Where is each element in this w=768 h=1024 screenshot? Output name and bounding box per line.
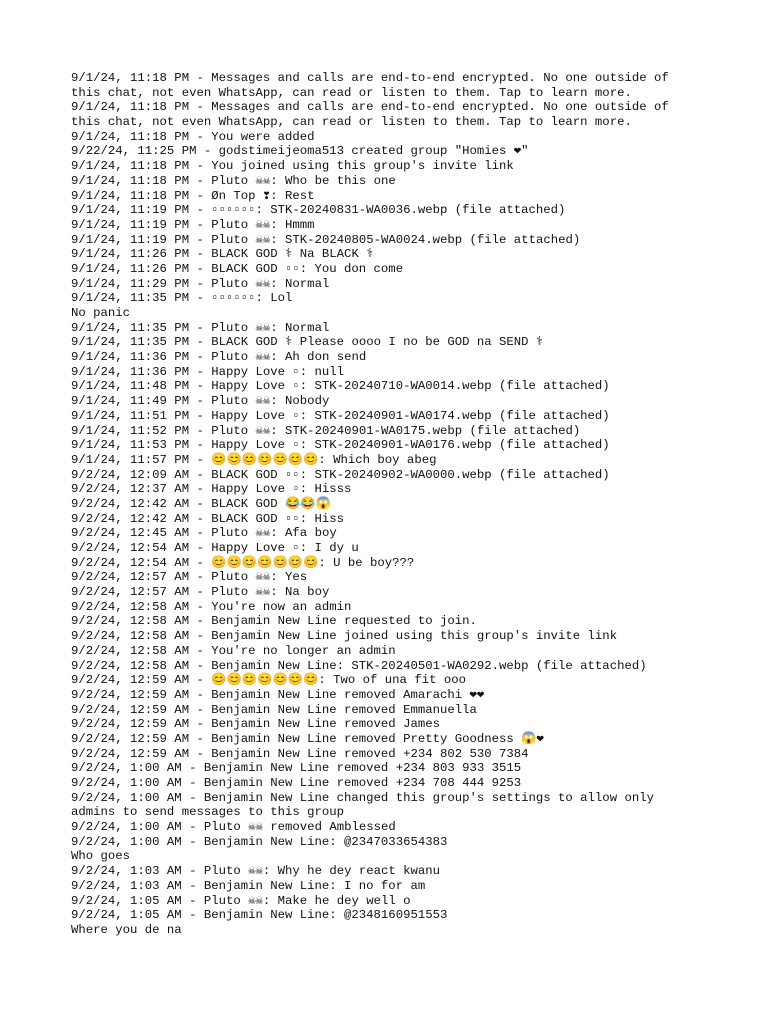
chat-line-44: 9/2/24, 12:59 AM - Benjamin New Line removed Emmanuella <box>71 702 477 717</box>
chat-line-48: 9/2/24, 1:00 AM - Benjamin New Line removed +234 803 933 3515 <box>71 761 522 776</box>
chat-line-33: 9/2/24, 12:54 AM - Happy Love ▫: I dy u <box>71 541 359 555</box>
chat-line-50: 9/2/24, 1:00 AM - Benjamin New Line changed this group's settings to allow only <box>71 790 654 805</box>
chat-line-51: admins to send messages to this group <box>71 805 345 820</box>
chat-line-25: 9/1/24, 11:52 PM - Pluto ☠☠: STK-20240901-WA0175.webp (file attached) <box>71 423 581 438</box>
chat-line-20: 9/1/24, 11:36 PM - Pluto ☠☠: Ah don send <box>71 350 367 365</box>
chat-line-36: 9/2/24, 12:57 AM - Pluto ☠☠: Na boy <box>71 585 330 600</box>
chat-line-46: 9/2/24, 12:59 AM - Benjamin New Line removed Pretty Goodness 😱❤ <box>71 731 544 746</box>
chat-line-43: 9/2/24, 12:59 AM - Benjamin New Line removed Amarachi ❤❤ <box>71 687 485 702</box>
chat-line-1: 9/1/24, 11:18 PM - Messages and calls are end-to-end encrypted. No one outside of <box>71 71 669 85</box>
chat-line-8: 9/1/24, 11:18 PM - Pluto ☠☠: Who be this one <box>71 173 396 188</box>
chat-line-9: 9/1/24, 11:18 PM - Øn Top ❣: Rest <box>71 188 315 203</box>
chat-line-47: 9/2/24, 12:59 AM - Benjamin New Line removed +234 802 530 7384 <box>71 746 529 761</box>
chat-line-34: 9/2/24, 12:54 AM - 😊😊😊😊😊😊😊: U be boy??? <box>71 555 415 570</box>
chat-line-3: 9/1/24, 11:18 PM - Messages and calls are end-to-end encrypted. No one outside of <box>71 100 669 115</box>
chat-line-14: 9/1/24, 11:26 PM - BLACK GOD ▫▫: You don come <box>71 261 404 276</box>
chat-line-40: 9/2/24, 12:58 AM - You're no longer an admin <box>71 643 396 658</box>
chat-line-41: 9/2/24, 12:58 AM - Benjamin New Line: STK-20240501-WA0292.webp (file attached) <box>71 658 647 673</box>
chat-line-16: 9/1/24, 11:35 PM - ▫▫▫▫▫▫: Lol <box>71 291 293 306</box>
chat-transcript <box>71 71 711 938</box>
chat-line-6: 9/22/24, 11:25 PM - godstimeijeoma513 created group "Homies ❤" <box>71 144 529 159</box>
chat-line-30: 9/2/24, 12:42 AM - BLACK GOD 😂😂😱 <box>71 496 331 511</box>
chat-line-37: 9/2/24, 12:58 AM - You're now an admin <box>71 599 352 614</box>
chat-line-53: 9/2/24, 1:00 AM - Benjamin New Line: @2347033654383 <box>71 834 448 849</box>
chat-line-55: 9/2/24, 1:03 AM - Pluto ☠☠: Why he dey react kwanu <box>71 864 441 879</box>
chat-line-39: 9/2/24, 12:58 AM - Benjamin New Line joined using this group's invite link <box>71 629 618 644</box>
chat-line-45: 9/2/24, 12:59 AM - Benjamin New Line removed James <box>71 717 440 732</box>
chat-line-38: 9/2/24, 12:58 AM - Benjamin New Line requested to join. <box>71 614 477 629</box>
chat-line-49: 9/2/24, 1:00 AM - Benjamin New Line removed +234 708 444 9253 <box>71 776 522 790</box>
chat-line-22: 9/1/24, 11:48 PM - Happy Love ▫: STK-20240710-WA0014.webp (file attached) <box>71 379 610 394</box>
chat-line-18: 9/1/24, 11:35 PM - Pluto ☠☠: Normal <box>71 320 330 335</box>
chat-line-11: 9/1/24, 11:19 PM - Pluto ☠☠: Hmmm <box>71 217 315 232</box>
chat-line-21: 9/1/24, 11:36 PM - Happy Love ▫: null <box>71 364 345 379</box>
chat-line-2: this chat, not even WhatsApp, can read or listen to them. Tap to learn more. <box>71 85 632 100</box>
chat-line-59: Where you de na <box>71 922 182 937</box>
chat-line-5: 9/1/24, 11:18 PM - You were added <box>71 129 315 144</box>
chat-line-57: 9/2/24, 1:05 AM - Pluto ☠☠: Make he dey well o <box>71 893 411 908</box>
chat-line-24: 9/1/24, 11:51 PM - Happy Love ▫: STK-20240901-WA0174.webp (file attached) <box>71 408 610 423</box>
chat-line-7: 9/1/24, 11:18 PM - You joined using this group's invite link <box>71 159 514 174</box>
chat-line-31: 9/2/24, 12:42 AM - BLACK GOD ▫▫: Hiss <box>71 511 345 526</box>
chat-line-42: 9/2/24, 12:59 AM - 😊😊😊😊😊😊😊: Two of una fit ooo <box>71 673 466 688</box>
chat-line-17: No panic <box>71 306 131 320</box>
chat-line-56: 9/2/24, 1:03 AM - Benjamin New Line: I no for am <box>71 878 426 893</box>
chat-line-23: 9/1/24, 11:49 PM - Pluto ☠☠: Nobody <box>71 394 330 409</box>
chat-line-54: Who goes <box>71 849 131 864</box>
chat-line-19: 9/1/24, 11:35 PM - BLACK GOD ⚕ Please oooo I no be GOD na SEND ⚕ <box>71 335 544 350</box>
chat-line-29: 9/2/24, 12:37 AM - Happy Love ▫: Hisss <box>71 482 352 497</box>
chat-line-28: 9/2/24, 12:09 AM - BLACK GOD ▫▫: STK-20240902-WA0000.webp (file attached) <box>71 467 610 482</box>
chat-line-32: 9/2/24, 12:45 AM - Pluto ☠☠: Afa boy <box>71 526 337 541</box>
chat-line-13: 9/1/24, 11:26 PM - BLACK GOD ⚕ Na BLACK ⚕ <box>71 247 374 262</box>
chat-line-4: this chat, not even WhatsApp, can read or listen to them. Tap to learn more. <box>71 115 632 130</box>
chat-line-58: 9/2/24, 1:05 AM - Benjamin New Line: @2348160951553 <box>71 908 448 923</box>
chat-line-15: 9/1/24, 11:29 PM - Pluto ☠☠: Normal <box>71 276 330 291</box>
chat-line-26: 9/1/24, 11:53 PM - Happy Love ▫: STK-20240901-WA0176.webp (file attached) <box>71 438 610 453</box>
chat-line-10: 9/1/24, 11:19 PM - ▫▫▫▫▫▫: STK-20240831-WA0036.webp (file attached) <box>71 203 566 218</box>
chat-line-52: 9/2/24, 1:00 AM - Pluto ☠☠ removed Amblessed <box>71 820 396 835</box>
chat-line-27: 9/1/24, 11:57 PM - 😊😊😊😊😊😊😊: Which boy abeg <box>71 452 437 467</box>
chat-line-12: 9/1/24, 11:19 PM - Pluto ☠☠: STK-20240805-WA0024.webp (file attached) <box>71 232 581 247</box>
chat-line-35: 9/2/24, 12:57 AM - Pluto ☠☠: Yes <box>71 570 308 585</box>
